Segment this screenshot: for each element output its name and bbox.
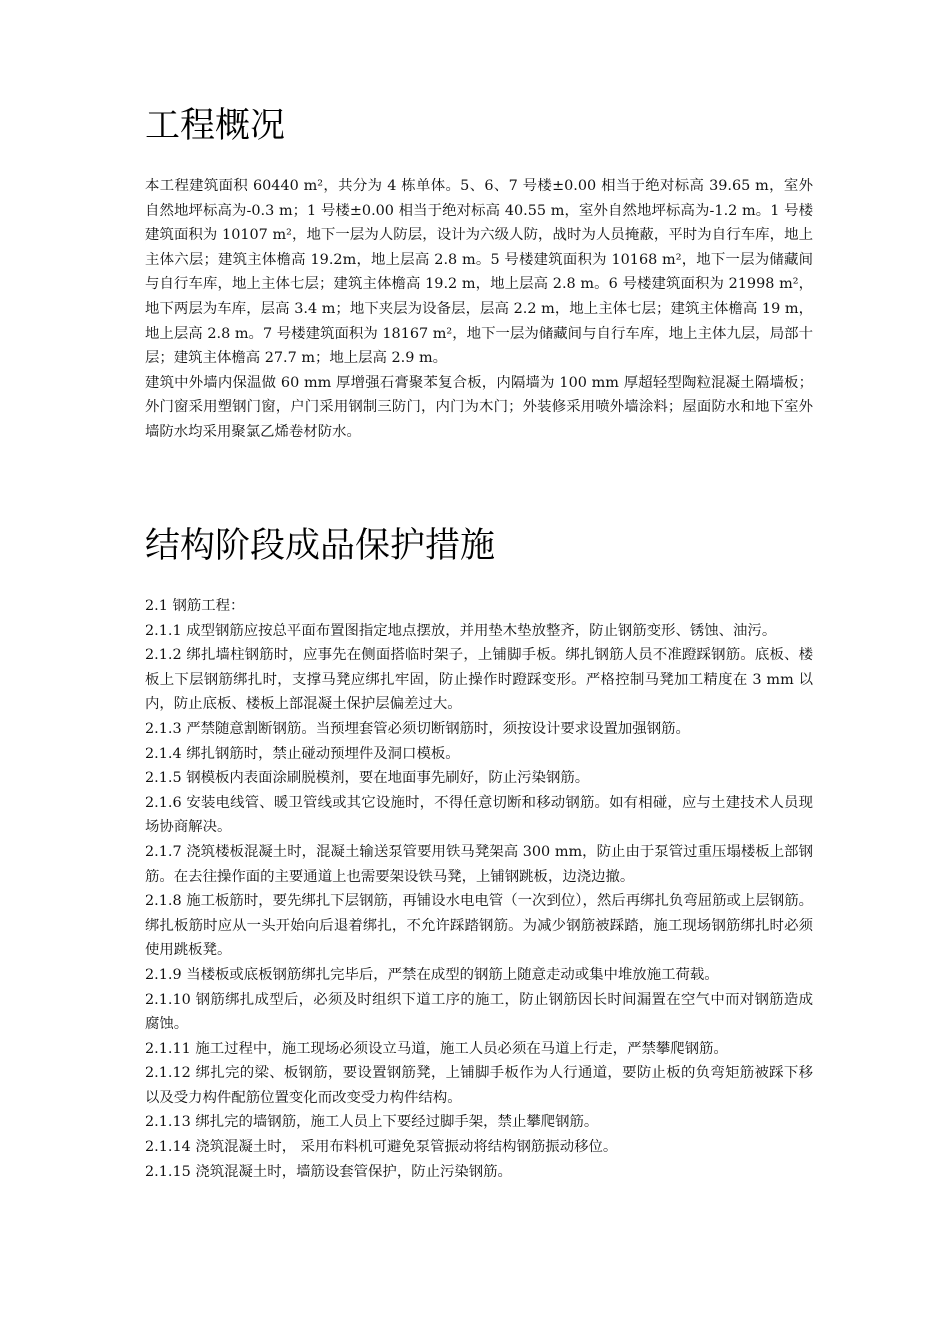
paragraph: 2.1.13 绑扎完的墙钢筋，施工人员上下要经过脚手架，禁止攀爬钢筋。 (145, 1114, 599, 1131)
paragraph: 2.1.8 施工板筋时，要先绑扎下层钢筋，再铺设水电电管（一次到位），然后再绑扎负弯屈筋或上层钢筋。绑扎板筋时应从一头开始向后退着绑扎，不允许踩踏钢筋。为减少钢筋被踩踏，施工现场钢筋绑扎时必须使用跳板凳。 (145, 893, 813, 959)
paragraph: 2.1 钢筋工程： (145, 598, 245, 614)
section-overview-body (145, 174, 813, 445)
paragraph: 2.1.4 绑扎钢筋时，禁止碰动预埋件及洞口模板。 (145, 745, 460, 762)
paragraph: 2.1.10 钢筋绑扎成型后，必须及时组织下道工序的施工，防止钢筋因长时间漏置在空气中而对钢筋造成腐蚀。 (145, 991, 813, 1033)
paragraph: 2.1.2 绑扎墙柱钢筋时，应事先在侧面搭临时架子，上铺脚手板。绑扎钢筋人员不准蹬踩钢筋。底板、楼板上下层钢筋绑扎时，支撑马凳应绑扎牢固，防止操作时蹬踩变形。严格控制马凳加工精度在 3 mm 以内，防止底板、楼板上部混凝土保护层偏差过大。 (145, 647, 813, 713)
paragraph: 2.1.15 浇筑混凝土时，墙筋设套管保护，防止污染钢筋。 (145, 1163, 512, 1180)
paragraph: 2.1.11 施工过程中，施工现场必须设立马道，施工人员必须在马道上行走，严禁攀爬钢筋。 (145, 1040, 728, 1057)
section-protection-body (145, 594, 813, 1184)
paragraph: 本工程建筑面积 60440 m²，共分为 4 栋单体。5、6、7 号楼±0.00 相当于绝对标高 39.65 m，室外自然地坪标高为-0.3 m；1 号楼±0.00 相当于绝对标高 40.55 m，室外自然地坪标高为-1.2 m。1 号楼建筑面积为 10107 m²，地下一层为人防层，设计为六级人防，战时为人员掩蔽，平时为自行车库，地上主体六层；建筑主体檐高 19.2m，地上层高 2.8 m。5 号楼建筑面积为 10168 m²，地下一层为储藏间与自行车库，地上主体七层；建筑主体檐高 19.2 m，地上层高 2.8 m。6 号楼建筑面积为 21998 m²，地下两层为车库，层高 3.4 m；地下夹层为设备层，层高 2.2 m，地上主体七层；建筑主体檐高 19 m，地上层高 2.8 m。7 号楼建筑面积为 18167 m²，地下一层为储藏间与自行车库，地上主体九层，局部十层；建筑主体檐高 27.7 m；地上层高 2.9 m。 (145, 178, 813, 367)
paragraph: 2.1.6 安装电线管、暖卫管线或其它设施时，不得任意切断和移动钢筋。如有相碰，应与土建技术人员现场协商解决。 (145, 794, 813, 836)
section-heading-protection: 结构阶段成品保护措施 (145, 526, 496, 566)
section-heading-overview: 工程概况 (145, 106, 286, 146)
paragraph: 2.1.9 当楼板或底板钢筋绑扎完毕后，严禁在成型的钢筋上随意走动或集中堆放施工荷载。 (145, 966, 719, 983)
paragraph: 2.1.14 浇筑混凝土时， 采用布料机可避免泵管振动将结构钢筋振动移位。 (145, 1139, 618, 1156)
paragraph: 2.1.1 成型钢筋应按总平面布置图指定地点摆放，并用垫木垫放整齐，防止钢筋变形、锈蚀、油污。 (145, 622, 777, 639)
paragraph: 2.1.7 浇筑楼板混凝土时，混凝土输送泵管要用铁马凳架高 300 mm，防止由于泵管过重压塌楼板上部钢筋。在去往操作面的主要通道上也需要架设铁马凳，上铺钢跳板，边浇边撤。 (145, 843, 813, 885)
paragraph: 建筑中外墙内保温做 60 mm 厚增强石膏聚苯复合板，内隔墙为 100 mm 厚超轻型陶粒混凝土隔墙板；外门窗采用塑钢门窗，户门采用钢制三防门，内门为木门；外装修采用喷外墙涂料；屋面防水和地下室外墙防水均采用聚氯乙烯卷材防水。 (145, 374, 813, 440)
paragraph: 2.1.3 严禁随意割断钢筋。当预埋套管必须切断钢筋时，须按设计要求设置加强钢筋。 (145, 720, 690, 737)
paragraph: 2.1.5 钢模板内表面涂刷脱模剂，要在地面事先刷好，防止污染钢筋。 (145, 770, 590, 787)
paragraph: 2.1.12 绑扎完的梁、板钢筋，要设置钢筋凳，上铺脚手板作为人行通道，要防止板的负弯矩筋被踩下移以及受力构件配筋位置变化而改变受力构件结构。 (145, 1065, 813, 1106)
